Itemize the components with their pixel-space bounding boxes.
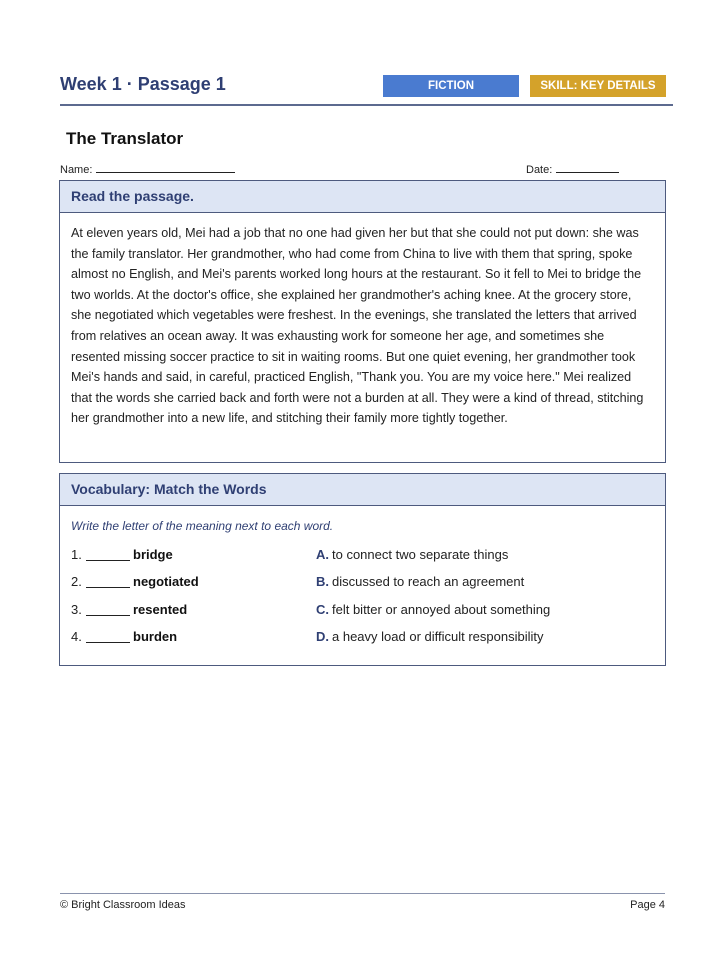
vocab-word: burden	[133, 629, 178, 644]
name-label: Name:	[60, 164, 93, 176]
definition-letter: C.	[316, 602, 329, 617]
date-field[interactable]	[526, 161, 619, 176]
story-title: The Translator	[66, 129, 184, 148]
definition-text: discussed to reach an agreement	[332, 574, 525, 589]
definition-letter: D.	[316, 629, 329, 644]
date-label: Date:	[526, 164, 553, 176]
name-field[interactable]	[60, 161, 235, 176]
vocab-number: 4.	[71, 629, 82, 644]
copyright-text: © Bright Classroom Ideas	[60, 899, 186, 911]
name-blank[interactable]	[96, 161, 235, 173]
page-number: Page 4	[630, 899, 665, 911]
vocab-item	[71, 547, 661, 567]
genre-tag: FICTION	[383, 75, 519, 97]
vocab-item	[71, 629, 661, 649]
vocabulary-instructions: Write the letter of the meaning next to each word.	[71, 519, 334, 533]
vocab-word: resented	[133, 602, 188, 617]
week-title: Week 1 · Passage 1	[60, 74, 226, 94]
answer-blank[interactable]	[86, 642, 130, 643]
definition-text: felt bitter or annoyed about something	[332, 602, 551, 617]
vocab-word: bridge	[133, 547, 173, 562]
vocab-number: 1.	[71, 547, 82, 562]
answer-blank[interactable]	[86, 587, 130, 588]
definition-text: to connect two separate things	[332, 547, 509, 562]
passage-box	[59, 180, 666, 463]
header-divider	[60, 104, 673, 106]
passage-text: At eleven years old, Mei had a job that no one had given her but that she could not put down: she was the family translator. Her grandmother, who had come from China to live with them that spring, spoke almost no English, and Mei's parents worked long hours at the restaurant. So it fell to Mei to bridge the two worlds. At the doctor's office, she explained her grandmother's aching knee. At the grocery store, she negotiated which vegetables were freshest. In the evenings, she translated the letters that arrived from relatives an ocean away. It was exhausting work for someone her age, and sometimes she resented missing soccer practice to sit in waiting rooms. But one quiet evening, her grandmother took Mei's hands and said, in careful, practiced English, "Thank you. You are my voice here." Mei realized that the words she carried back and forth were not a burden at all. They were a kind of thread, stitching her grandmother into a new life, and stitching their family more tightly together.	[71, 226, 644, 426]
definition-letter: A.	[316, 547, 329, 562]
answer-blank[interactable]	[86, 560, 130, 561]
skill-tag: SKILL: KEY DETAILS	[530, 75, 666, 97]
passage-heading: Read the passage.	[60, 181, 665, 213]
vocab-number: 2.	[71, 574, 82, 589]
answer-blank[interactable]	[86, 615, 130, 616]
vocabulary-heading: Vocabulary: Match the Words	[60, 474, 665, 506]
vocabulary-box	[59, 473, 666, 666]
vocab-item	[71, 602, 661, 622]
footer-divider	[60, 893, 665, 894]
date-blank[interactable]	[556, 161, 619, 173]
vocab-item	[71, 574, 661, 594]
vocab-number: 3.	[71, 602, 82, 617]
vocab-word: negotiated	[133, 574, 199, 589]
definition-text: a heavy load or difficult responsibility	[332, 629, 544, 644]
definition-letter: B.	[316, 574, 329, 589]
